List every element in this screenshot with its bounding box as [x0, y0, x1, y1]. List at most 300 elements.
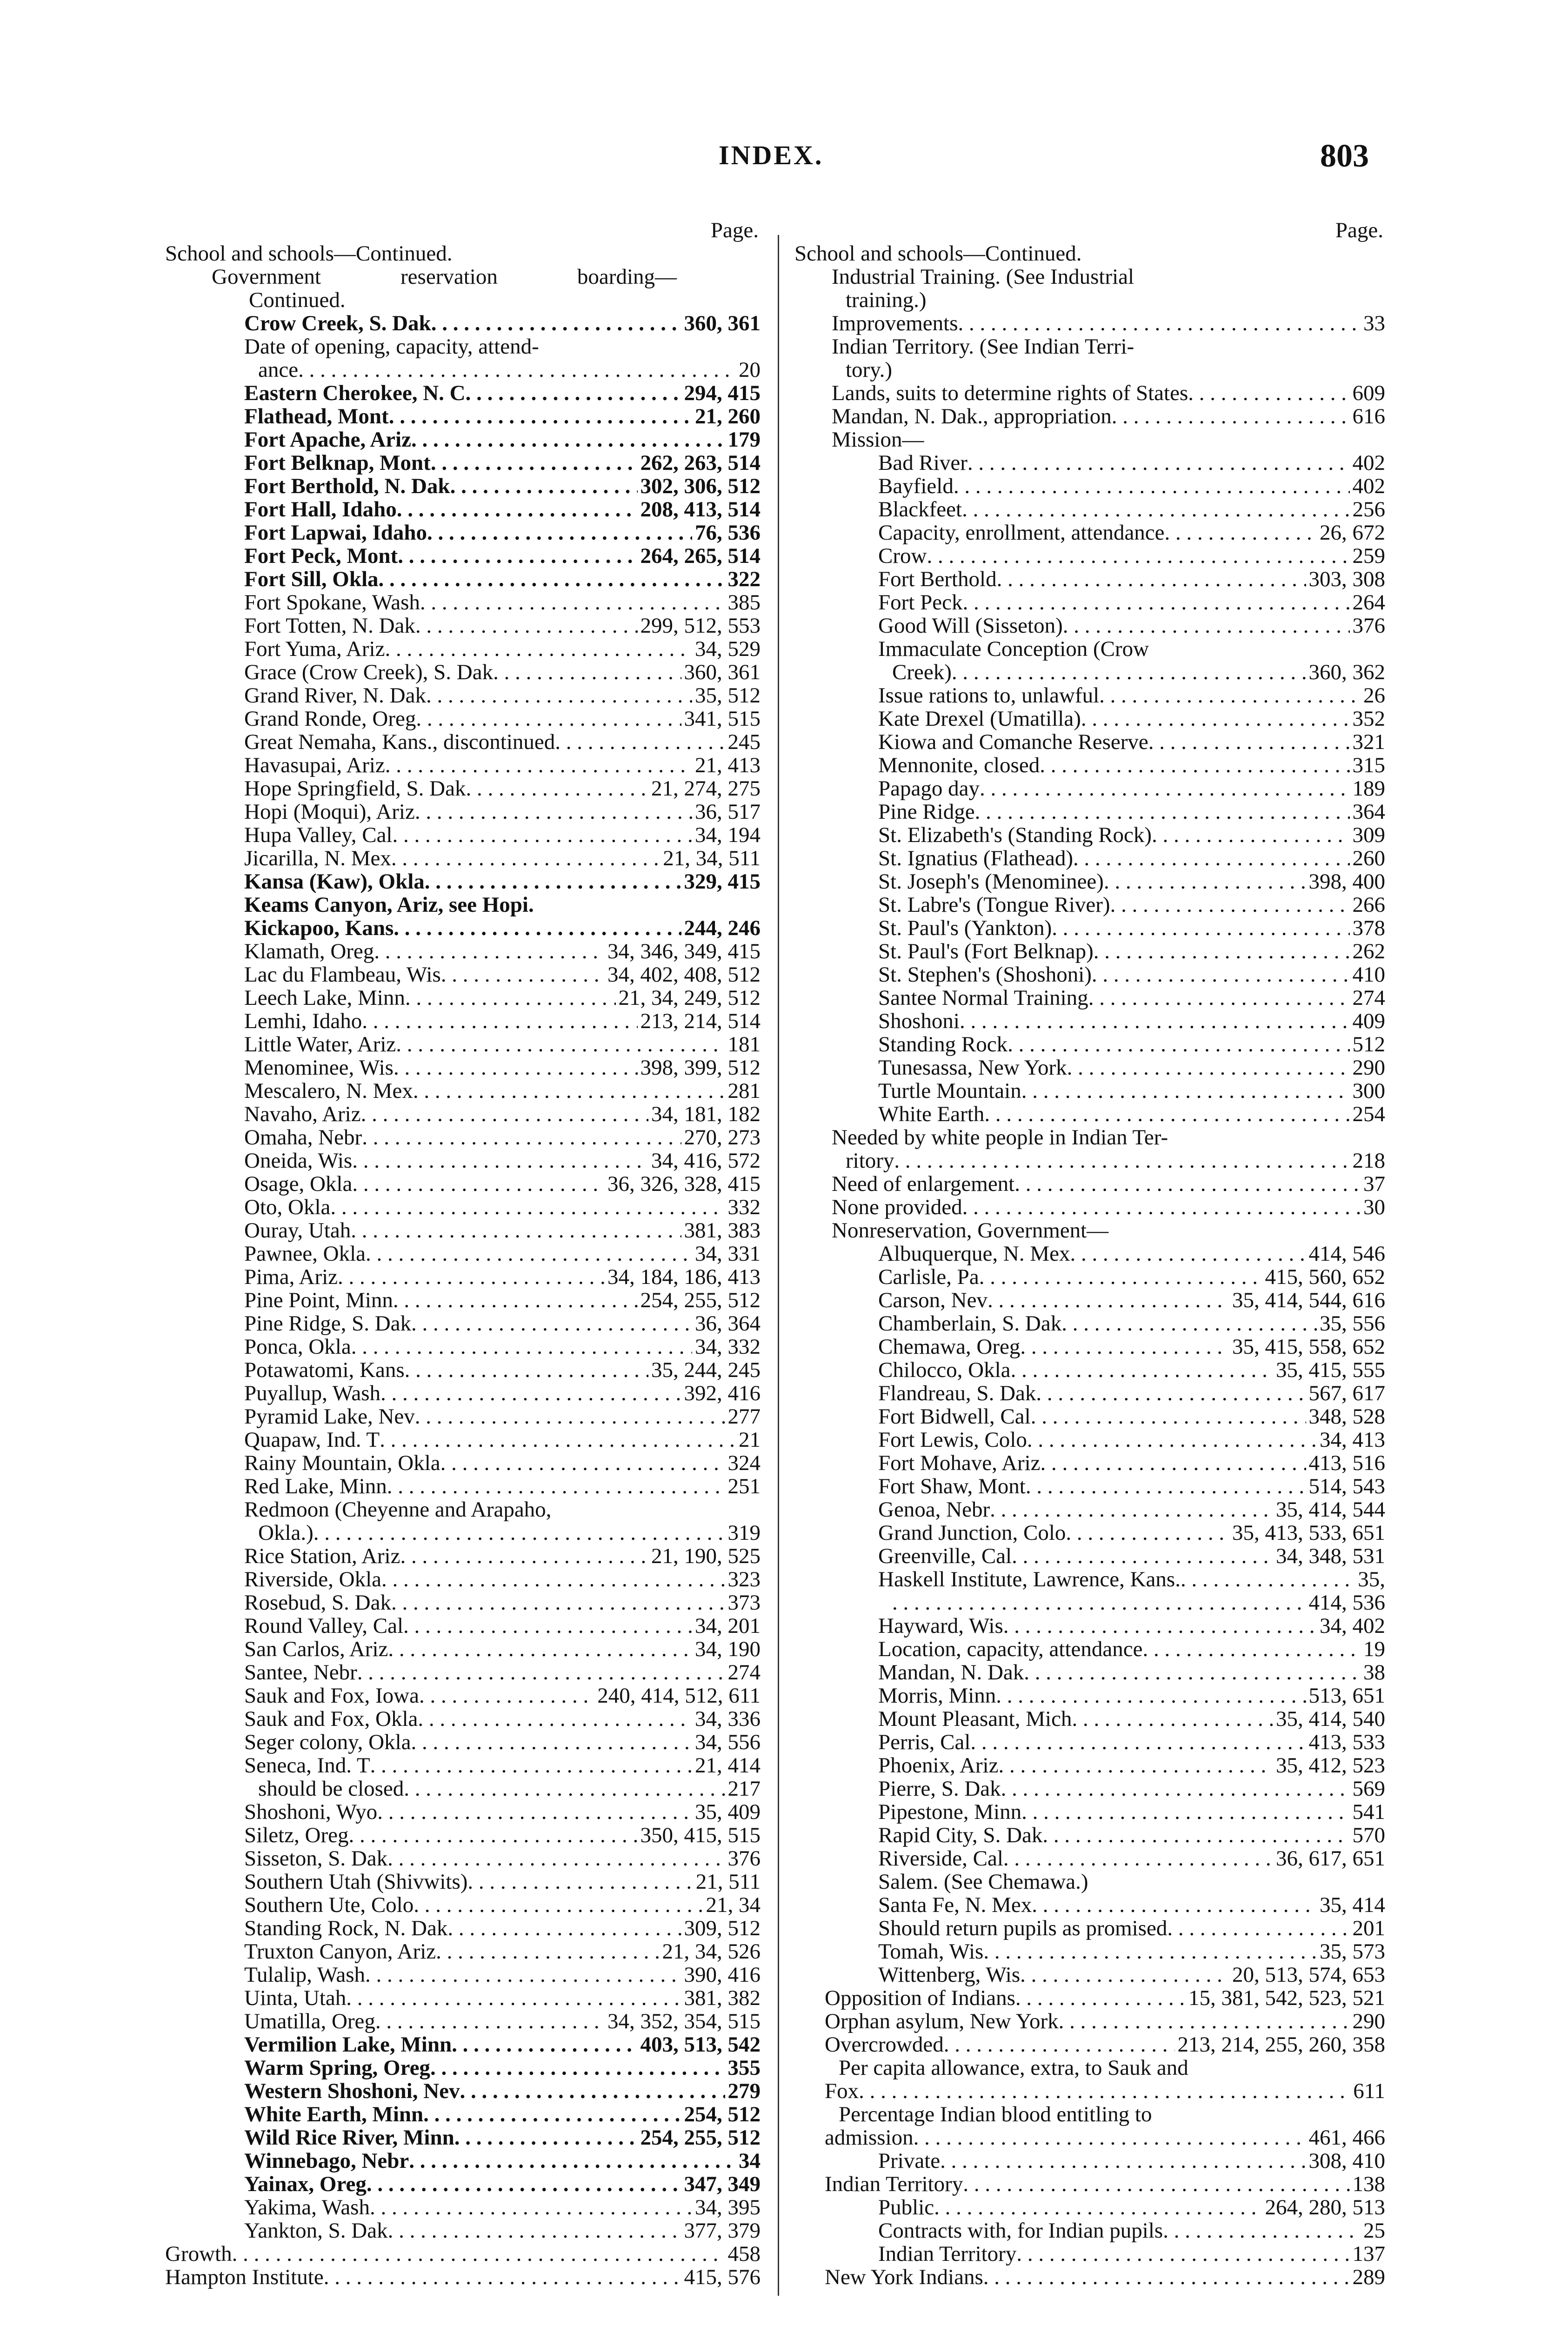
entry-label: Klamath, Oreg	[244, 940, 374, 963]
entry-label: Location, capacity, attendance	[878, 1638, 1143, 1661]
entry-label: training.)	[846, 288, 927, 312]
leader-dots	[1041, 1451, 1306, 1475]
leader-dots	[1110, 893, 1350, 916]
index-entry	[794, 568, 1385, 591]
leader-dots	[1021, 1079, 1350, 1103]
leader-dots	[232, 2242, 725, 2266]
entry-pages: 324	[727, 1451, 761, 1475]
leader-dots	[391, 1591, 725, 1614]
index-entry	[165, 2219, 761, 2242]
index-entry	[794, 2033, 1385, 2056]
entry-pages: 218	[1352, 1149, 1385, 1172]
index-entry	[794, 1544, 1385, 1568]
entry-pages: 35, 573	[1320, 1940, 1385, 1963]
index-entry	[794, 591, 1385, 614]
entry-pages: 415, 560, 652	[1265, 1265, 1385, 1289]
entry-pages: 20, 513, 574, 653	[1232, 1963, 1385, 1986]
entry-pages: 256	[1352, 498, 1385, 521]
leader-dots	[944, 2033, 1175, 2056]
entry-label: Rice Station, Ariz	[244, 1544, 400, 1568]
leader-dots	[983, 2266, 1350, 2289]
entry-label: New York Indians	[825, 2266, 983, 2289]
index-entry	[165, 405, 761, 428]
entry-pages: 35, 409	[695, 1800, 761, 1824]
index-entry	[794, 940, 1385, 963]
entry-pages: 308, 410	[1308, 2149, 1385, 2172]
entry-label: Shoshoni	[878, 1009, 960, 1033]
index-entry	[794, 1289, 1385, 1312]
entry-label: Pawnee, Okla	[244, 1242, 366, 1265]
index-entry	[794, 730, 1385, 754]
index-entry	[165, 614, 761, 637]
index-entry	[794, 1800, 1385, 1824]
index-entry	[165, 1591, 761, 1614]
index-entry	[794, 1405, 1385, 1428]
index-entry	[165, 637, 761, 661]
leader-dots	[1003, 1614, 1317, 1638]
leader-dots	[958, 312, 1361, 335]
index-entry	[794, 1196, 1385, 1219]
entry-label: Santee, Nebr	[244, 1661, 357, 1684]
index-entry	[165, 1544, 761, 1568]
entry-label: Chemawa, Oreg	[878, 1335, 1021, 1358]
leader-dots	[1020, 1963, 1229, 1986]
entry-label: Indian Territory. (See Indian Terri-	[832, 335, 1134, 358]
entry-label: Hayward, Wis	[878, 1614, 1003, 1638]
leader-dots	[298, 358, 736, 381]
leader-dots	[352, 1172, 605, 1196]
leader-dots	[420, 591, 725, 614]
leader-dots	[466, 777, 648, 800]
leader-dots	[1094, 940, 1350, 963]
entry-label: Yakima, Wash	[244, 2196, 370, 2219]
leader-dots	[393, 1289, 638, 1312]
index-entry	[165, 1475, 761, 1498]
index-entry	[165, 2149, 761, 2172]
left-entries-list	[165, 312, 761, 2289]
index-entry	[794, 1614, 1385, 1638]
index-entry	[794, 405, 1385, 428]
leader-dots	[1088, 986, 1350, 1009]
index-entry	[165, 1707, 761, 1731]
entry-label: Little Water, Ariz	[244, 1033, 396, 1056]
entry-label: Eastern Cherokee, N. C	[244, 381, 466, 405]
leader-dots	[975, 800, 1350, 823]
index-entry	[165, 2126, 761, 2149]
entry-pages: 21, 190, 525	[651, 1544, 761, 1568]
entry-label: Private	[878, 2149, 941, 2172]
index-entry	[165, 1289, 761, 1312]
entry-label: Fort Totten, N. Dak	[244, 614, 415, 637]
entry-label: St. Paul's (Yankton)	[878, 916, 1052, 940]
index-entry	[165, 475, 761, 498]
index-entry	[794, 1824, 1385, 1847]
entry-label: ritory	[846, 1149, 894, 1172]
entry-pages: 360, 361	[684, 661, 761, 684]
entry-label: Round Valley, Cal	[244, 1614, 404, 1638]
index-entry	[794, 1661, 1385, 1684]
entry-label: White Earth, Minn	[244, 2103, 424, 2126]
leader-dots	[963, 2172, 1349, 2196]
entry-pages: 21, 34	[706, 1893, 761, 1917]
index-entry	[165, 1149, 761, 1172]
leader-dots	[1142, 1638, 1361, 1661]
index-entry	[165, 358, 761, 381]
leader-dots	[394, 916, 681, 940]
entry-pages: 181	[727, 1033, 761, 1056]
entry-pages: 34, 194	[695, 823, 761, 847]
leader-dots	[998, 1754, 1273, 1777]
leader-dots	[1059, 2010, 1350, 2033]
index-entry	[794, 1103, 1385, 1126]
leader-dots	[1112, 405, 1350, 428]
entry-pages: 290	[1352, 1056, 1385, 1079]
entry-label: Uinta, Utah	[244, 1986, 347, 2010]
leader-dots	[367, 2172, 681, 2196]
index-entry	[794, 707, 1385, 730]
entry-pages: 299, 512, 553	[640, 614, 761, 637]
entry-pages: 413, 516	[1308, 1451, 1385, 1475]
entry-pages: 244, 246	[684, 916, 761, 940]
index-entry	[165, 1963, 761, 1986]
entry-label: Pima, Ariz	[244, 1265, 338, 1289]
entry-pages: 373	[727, 1591, 761, 1614]
entry-pages: 403, 513, 542	[640, 2033, 761, 2056]
entry-pages: 270, 273	[684, 1126, 761, 1149]
leader-dots	[366, 1242, 692, 1265]
leader-dots	[415, 1405, 725, 1428]
index-entry	[165, 1614, 761, 1638]
entry-pages: 323	[727, 1568, 761, 1591]
index-entry	[165, 1335, 761, 1358]
entry-pages: 254	[1352, 1103, 1385, 1126]
leader-dots	[962, 591, 1349, 614]
entry-pages: 30	[1363, 1196, 1385, 1219]
leader-dots	[454, 2126, 638, 2149]
right-index-column	[794, 219, 1385, 2289]
entry-pages: 34, 529	[695, 637, 761, 661]
index-entry	[165, 1219, 761, 1242]
entry-pages: 179	[727, 428, 761, 451]
leader-dots	[381, 1568, 725, 1591]
entry-label: Mandan, N. Dak	[878, 1661, 1024, 1684]
section-heading: School and schools—Continued.	[794, 241, 1082, 266]
index-entry	[794, 1591, 1385, 1614]
leader-dots	[980, 777, 1350, 800]
entry-label: Needed by white people in Indian Ter-	[832, 1126, 1168, 1149]
entry-label: Menominee, Wis	[244, 1056, 394, 1079]
leader-dots	[394, 1056, 638, 1079]
entry-label: Potawatomi, Kans	[244, 1358, 405, 1382]
index-entry	[165, 591, 761, 614]
index-entry	[794, 2010, 1385, 2033]
entry-pages: 21, 414	[695, 1754, 761, 1777]
entry-pages: 21, 34, 511	[663, 847, 761, 870]
leader-dots	[1163, 2219, 1361, 2242]
index-entry	[794, 661, 1385, 684]
leader-dots	[387, 1847, 725, 1870]
entry-label: Pierre, S. Dak	[878, 1777, 1001, 1800]
entry-pages: 332	[727, 1196, 761, 1219]
entry-pages: 138	[1352, 2172, 1385, 2196]
entry-label: Pipestone, Minn	[878, 1800, 1022, 1824]
index-entry	[165, 893, 761, 916]
entry-label: St. Stephen's (Shoshoni)	[878, 963, 1092, 986]
leader-dots	[940, 2149, 1306, 2172]
index-entry	[165, 498, 761, 521]
entry-label: Fort Spokane, Wash	[244, 591, 420, 614]
entry-label: Creek)	[892, 661, 952, 684]
index-entry	[794, 1707, 1385, 1731]
index-entry	[165, 2033, 761, 2056]
leader-dots	[1099, 684, 1361, 707]
leader-dots	[979, 1265, 1262, 1289]
entry-label: Mandan, N. Dak., appropriation	[832, 405, 1112, 428]
leader-dots	[1021, 1800, 1349, 1824]
leader-dots	[1072, 1707, 1273, 1731]
index-entry	[794, 1893, 1385, 1917]
index-entry	[165, 2103, 761, 2126]
index-entry	[794, 1777, 1385, 1800]
leader-dots	[324, 2266, 681, 2289]
leader-dots	[411, 1312, 692, 1335]
entry-pages: 413, 533	[1308, 1731, 1385, 1754]
entry-label: Fort Belknap, Mont	[244, 451, 431, 475]
entry-pages: 36, 617, 651	[1276, 1847, 1385, 1870]
entry-label: St. Ignatius (Flathead)	[878, 847, 1074, 870]
entry-pages: 458	[727, 2242, 761, 2266]
entry-label: Tulalip, Wash	[244, 1963, 365, 1986]
entry-pages: 34, 416, 572	[651, 1149, 761, 1172]
leader-dots	[1073, 847, 1349, 870]
entry-label: Kansa (Kaw), Okla	[244, 870, 425, 893]
entry-pages: 213, 214, 255, 260, 358	[1177, 2033, 1385, 2056]
entry-pages: 259	[1352, 544, 1385, 568]
entry-pages: 274	[1352, 986, 1385, 1009]
leader-dots	[351, 1335, 692, 1358]
entry-label: Grand River, N. Dak	[244, 684, 426, 707]
entry-pages: 294, 415	[684, 381, 761, 405]
entry-label: White Earth	[878, 1103, 985, 1126]
leader-dots	[419, 1684, 594, 1707]
entry-pages: 260	[1352, 847, 1385, 870]
subsection-heading: Government reservation boarding—	[212, 265, 677, 289]
entry-label: Fort Peck, Mont	[244, 544, 398, 568]
index-entry	[165, 823, 761, 847]
entry-label: Fort Yuma, Ariz	[244, 637, 385, 661]
leader-dots	[388, 2219, 681, 2242]
index-entry	[165, 940, 761, 963]
entry-pages: 409	[1352, 1009, 1385, 1033]
leader-dots	[1081, 707, 1350, 730]
index-entry	[165, 1568, 761, 1591]
leader-dots	[962, 1196, 1361, 1219]
index-entry	[165, 2056, 761, 2079]
index-entry	[165, 335, 761, 358]
leader-dots	[375, 2010, 605, 2033]
leader-dots	[1008, 1033, 1349, 1056]
entry-pages: 609	[1352, 381, 1385, 405]
entry-label: Vermilion Lake, Minn	[244, 2033, 452, 2056]
entry-pages: 281	[727, 1079, 761, 1103]
leader-dots	[1148, 730, 1350, 754]
entry-pages: 319	[727, 1521, 761, 1544]
index-entry	[165, 1172, 761, 1196]
entry-label: Morris, Minn	[878, 1684, 996, 1707]
entry-label: Fox	[825, 2079, 859, 2103]
entry-pages: 254, 512	[684, 2103, 761, 2126]
index-entry	[165, 1498, 761, 1521]
entry-label: Percentage Indian blood entitling to	[839, 2103, 1152, 2126]
leader-dots	[1011, 1358, 1273, 1382]
entry-pages: 279	[727, 2079, 761, 2103]
entry-label: Yainax, Oreg	[244, 2172, 367, 2196]
index-entry	[794, 1242, 1385, 1265]
leader-dots	[1181, 1568, 1355, 1591]
entry-label: Chamberlain, S. Dak	[878, 1312, 1062, 1335]
entry-pages: 567, 617	[1308, 1382, 1385, 1405]
index-entry	[794, 1986, 1385, 2010]
subsection-heading-continued: Continued.	[249, 288, 346, 312]
leader-dots	[436, 1940, 659, 1963]
leader-dots	[385, 754, 692, 777]
leader-dots	[431, 312, 681, 335]
entry-label: ance	[258, 358, 299, 381]
entry-pages: 303, 308	[1308, 568, 1385, 591]
entry-label: Wittenberg, Wis	[878, 1963, 1021, 1986]
entry-pages: 34, 190	[695, 1638, 761, 1661]
entry-pages: 34, 348, 531	[1276, 1544, 1385, 1568]
entry-pages: 341, 515	[684, 707, 761, 730]
leader-dots	[338, 1265, 605, 1289]
index-entry	[165, 707, 761, 730]
entry-pages: 19	[1363, 1638, 1385, 1661]
index-entry	[794, 870, 1385, 893]
index-entry	[165, 1428, 761, 1451]
index-entry	[794, 1498, 1385, 1521]
leader-dots	[1031, 1405, 1306, 1428]
page-column-label: Page.	[710, 218, 759, 242]
entry-pages: 36, 364	[695, 1312, 761, 1335]
index-entry	[165, 1242, 761, 1265]
index-entry	[794, 637, 1385, 661]
entry-label: St. Elizabeth's (Standing Rock)	[878, 823, 1152, 847]
leader-dots	[1020, 1335, 1229, 1358]
leader-dots	[441, 963, 605, 986]
index-entry	[165, 1638, 761, 1661]
index-entry	[165, 1986, 761, 2010]
entry-label: Standing Rock, N. Dak	[244, 1917, 448, 1940]
column-divider	[778, 235, 779, 2296]
entry-label: Grace (Crow Creek), S. Dak	[244, 661, 494, 684]
entry-label: Fort Apache, Ariz	[244, 428, 411, 451]
entry-label: Siletz, Oreg	[244, 1824, 349, 1847]
entry-pages: 26	[1363, 684, 1385, 707]
entry-label: Immaculate Conception (Crow	[878, 637, 1149, 661]
entry-pages: 15, 381, 542, 523, 521	[1188, 1986, 1385, 2010]
entry-label: Kate Drexel (Umatilla)	[878, 707, 1081, 730]
entry-label: Standing Rock	[878, 1033, 1008, 1056]
entry-label: Pine Ridge, S. Dak	[244, 1312, 412, 1335]
entry-label: Per capita allowance, extra, to Sauk and	[839, 2056, 1188, 2079]
index-entry	[794, 451, 1385, 475]
index-entry	[165, 1754, 761, 1777]
entry-pages: 348, 528	[1308, 1405, 1385, 1428]
entry-label: Hupa Valley, Cal	[244, 823, 393, 847]
index-entry	[794, 1172, 1385, 1196]
entry-pages: 35, 556	[1320, 1312, 1385, 1335]
leader-dots	[960, 1009, 1350, 1033]
leader-dots	[555, 730, 725, 754]
leader-dots	[415, 800, 692, 823]
index-entry	[165, 1824, 761, 1847]
leader-dots	[1042, 1824, 1349, 1847]
index-entry	[165, 521, 761, 544]
entry-pages: 35, 415, 558, 652	[1232, 1335, 1385, 1358]
entry-label: Issue rations to, unlawful	[878, 684, 1100, 707]
entry-label: Osage, Okla	[244, 1172, 353, 1196]
index-entry	[794, 1475, 1385, 1498]
entry-label: Bayfield	[878, 475, 954, 498]
entry-label: Chilocco, Okla	[878, 1358, 1011, 1382]
entry-label: Santa Fe, N. Mex	[878, 1893, 1032, 1917]
index-entry	[165, 1777, 761, 1800]
leader-dots	[934, 2196, 1262, 2219]
index-entry	[794, 2196, 1385, 2219]
entry-label: Quapaw, Ind. T	[244, 1428, 380, 1451]
leader-dots	[396, 1033, 725, 1056]
leader-dots	[411, 428, 725, 451]
entry-pages: 35, 413, 533, 651	[1232, 1521, 1385, 1544]
entry-pages: 34, 336	[695, 1707, 761, 1731]
entry-label: Grand Ronde, Oreg	[244, 707, 416, 730]
entry-label: Santee Normal Training	[878, 986, 1088, 1009]
entry-label: Public	[878, 2196, 934, 2219]
entry-label: Mount Pleasant, Mich	[878, 1707, 1072, 1731]
entry-pages: 381, 383	[684, 1219, 761, 1242]
entry-pages: 251	[727, 1475, 761, 1498]
index-entry	[165, 1196, 761, 1219]
index-entry	[794, 1754, 1385, 1777]
index-entry	[794, 288, 1385, 312]
entry-pages: 34, 332	[695, 1335, 761, 1358]
leader-dots	[427, 521, 692, 544]
entry-label: Seneca, Ind. T	[244, 1754, 370, 1777]
leader-dots	[411, 1731, 693, 1754]
index-entry	[165, 1056, 761, 1079]
entry-pages: 352	[1352, 707, 1385, 730]
entry-label: Pyramid Lake, Nev	[244, 1405, 415, 1428]
entry-pages: 21, 511	[695, 1870, 761, 1893]
index-entry	[794, 2079, 1385, 2103]
entry-label: Growth	[165, 2242, 232, 2266]
leader-dots	[388, 1638, 692, 1661]
entry-label: Truxton Canyon, Ariz	[244, 1940, 436, 1963]
entry-pages: 34, 413	[1320, 1428, 1385, 1451]
entry-pages: 410	[1352, 963, 1385, 986]
leader-dots	[952, 661, 1306, 684]
index-entry	[794, 800, 1385, 823]
leader-dots	[1014, 1172, 1361, 1196]
index-entry	[794, 544, 1385, 568]
entry-label: Industrial Training. (See Industrial	[832, 265, 1134, 288]
entry-pages: 300	[1352, 1079, 1385, 1103]
entry-pages: 21	[739, 1428, 761, 1451]
entry-pages: 364	[1352, 800, 1385, 823]
entry-label: Riverside, Okla	[244, 1568, 381, 1591]
index-entry	[165, 2010, 761, 2033]
entry-label: Overcrowded	[825, 2033, 944, 2056]
